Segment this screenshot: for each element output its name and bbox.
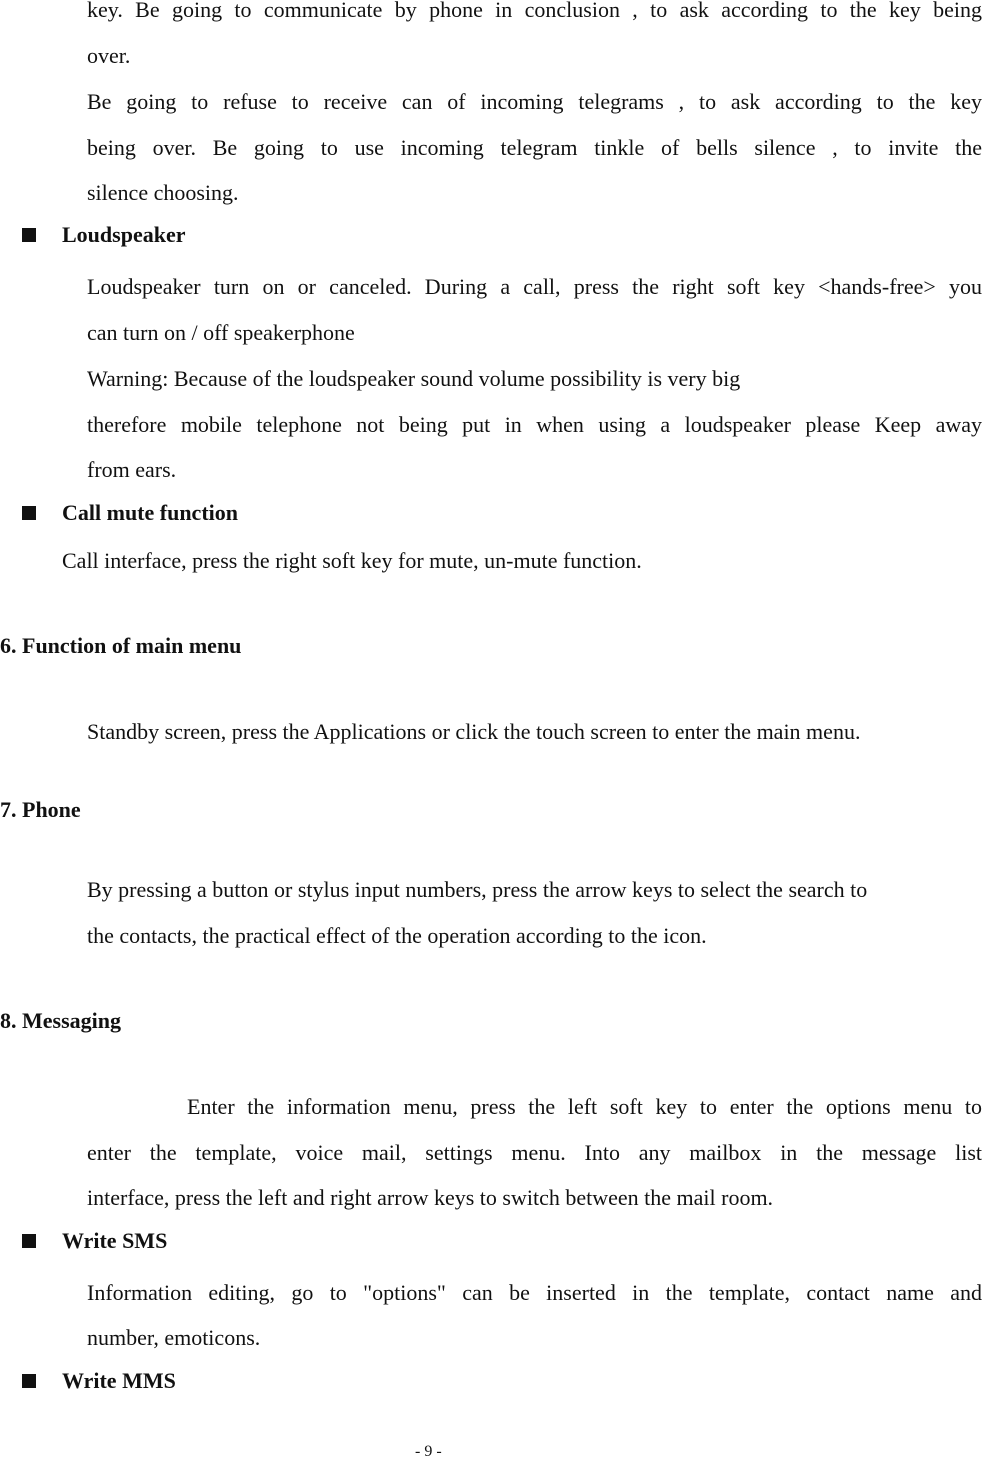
paragraph-line: enter the template, voice mail, settings menu. Into any mailbox in the message list bbox=[87, 1140, 982, 1165]
bullet-heading-label: Write SMS bbox=[62, 1228, 168, 1253]
paragraph-line: Call interface, press the right soft key for mute, un-mute function. bbox=[62, 548, 642, 573]
bullet-heading-label: Write MMS bbox=[62, 1368, 176, 1393]
bullet-heading-label: Loudspeaker bbox=[62, 222, 186, 247]
section-heading-messaging: 8. Messaging bbox=[0, 1008, 121, 1033]
paragraph-line: Loudspeaker turn on or canceled. During a call, press the right soft key <hands-free> you bbox=[87, 274, 982, 299]
paragraph-line: Enter the information menu, press the left soft key to enter the options menu to bbox=[187, 1094, 982, 1119]
square-bullet-icon bbox=[22, 1234, 36, 1248]
paragraph-line: being over. Be going to use incoming telegram tinkle of bells silence , to invite the bbox=[87, 135, 982, 160]
paragraph-line: silence choosing. bbox=[87, 180, 239, 205]
section-heading-main-menu: 6. Function of main menu bbox=[0, 633, 242, 658]
paragraph-line: key. Be going to communicate by phone in conclusion , to ask according to the key being bbox=[87, 0, 982, 22]
page-number: - 9 - bbox=[415, 1443, 442, 1460]
paragraph-line: can turn on / off speakerphone bbox=[87, 320, 355, 345]
paragraph-line: Standby screen, press the Applications or click the touch screen to enter the main menu. bbox=[87, 719, 861, 744]
paragraph-line: Information editing, go to "options" can be inserted in the template, contact name and bbox=[87, 1280, 982, 1305]
paragraph-line: from ears. bbox=[87, 457, 177, 482]
paragraph-line: therefore mobile telephone not being put in when using a loudspeaker please Keep away bbox=[87, 412, 982, 437]
paragraph-line: over. bbox=[87, 43, 131, 68]
bullet-heading-call-mute bbox=[22, 500, 238, 526]
paragraph-line: By pressing a button or stylus input numbers, press the arrow keys to select the search to bbox=[87, 877, 868, 902]
square-bullet-icon bbox=[22, 228, 36, 242]
bullet-heading-write-mms bbox=[22, 1368, 176, 1394]
square-bullet-icon bbox=[22, 506, 36, 520]
paragraph-line: the contacts, the practical effect of the operation according to the icon. bbox=[87, 923, 707, 948]
paragraph-line: Be going to refuse to receive can of incoming telegrams , to ask according to the key bbox=[87, 89, 982, 114]
bullet-heading-label: Call mute function bbox=[62, 500, 238, 525]
paragraph-line: interface, press the left and right arrow keys to switch between the mail room. bbox=[87, 1185, 774, 1210]
square-bullet-icon bbox=[22, 1374, 36, 1388]
paragraph-line: Warning: Because of the loudspeaker sound volume possibility is very big bbox=[87, 366, 741, 391]
bullet-heading-loudspeaker bbox=[22, 222, 185, 248]
paragraph-line: number, emoticons. bbox=[87, 1325, 261, 1350]
bullet-heading-write-sms bbox=[22, 1228, 167, 1254]
section-heading-phone: 7. Phone bbox=[0, 797, 81, 822]
